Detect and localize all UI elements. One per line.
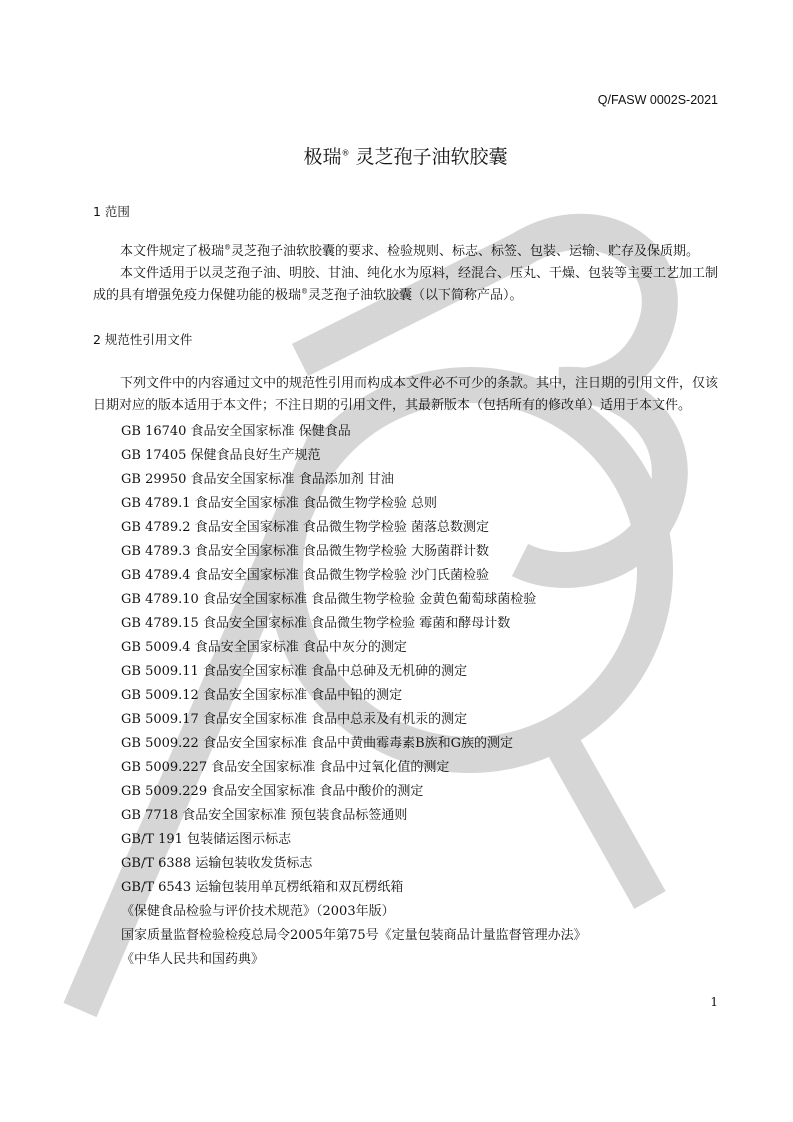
reference-item: GB 4789.3 食品安全国家标准 食品微生物学检验 大肠菌群计数 xyxy=(121,544,489,559)
section-2-heading: 2 规范性引用文件 xyxy=(93,332,193,347)
reference-item: GB 5009.227 食品安全国家标准 食品中过氧化值的测定 xyxy=(121,760,450,775)
text: 灵芝孢子油软胶囊的要求、检验规则、标志、标签、包装、运输、贮存及保质期。 xyxy=(231,244,700,259)
reference-item: GB 17405 保健食品良好生产规范 xyxy=(121,448,321,463)
reference-item: GB 5009.12 食品安全国家标准 食品中铅的测定 xyxy=(121,688,403,703)
reference-item: GB 5009.17 食品安全国家标准 食品中总汞及有机汞的测定 xyxy=(121,712,468,727)
reference-item: 国家质量监督检验检疫总局令2005年第75号《定量包装商品计量监督管理办法》 xyxy=(121,928,587,943)
reference-item: GB 4789.10 食品安全国家标准 食品微生物学检验 金黄色葡萄球菌检验 xyxy=(121,592,537,607)
reference-item: GB 4789.1 食品安全国家标准 食品微生物学检验 总则 xyxy=(121,496,437,511)
text: 灵芝孢子油软胶囊（以下简称产品）。 xyxy=(308,288,523,303)
registered-mark: ® xyxy=(341,148,350,158)
reference-item: GB 5009.11 食品安全国家标准 食品中总砷及无机砷的测定 xyxy=(121,664,468,679)
reference-item: GB 5009.229 食品安全国家标准 食品中酸价的测定 xyxy=(121,784,424,799)
reference-item: GB 4789.4 食品安全国家标准 食品微生物学检验 沙门氏菌检验 xyxy=(121,568,489,583)
reference-item: GB/T 6388 运输包装收发货标志 xyxy=(121,856,313,871)
reference-item: GB 4789.2 食品安全国家标准 食品微生物学检验 菌落总数测定 xyxy=(121,520,489,535)
text: 本文件适用于以灵芝孢子油、明胶、甘油、纯化水为原料，经混合、压丸、干燥、包装等主要工艺加工制成的具有增强免疫力保健功能的极瑞 xyxy=(93,266,719,303)
document-number: Q/FASW 0002S-2021 xyxy=(597,93,718,107)
reference-item: GB 4789.15 食品安全国家标准 食品微生物学检验 霉菌和酵母计数 xyxy=(121,616,511,631)
scope-paragraph-1 xyxy=(93,241,718,263)
reference-item: 《中华人民共和国药典》 xyxy=(121,952,265,967)
reference-item: GB 5009.22 食品安全国家标准 食品中黄曲霉毒素B族和G族的测定 xyxy=(121,736,514,751)
document-page xyxy=(93,0,718,1040)
reference-item: GB 16740 食品安全国家标准 保健食品 xyxy=(121,424,351,439)
references-intro: 下列文件中的内容通过文中的规范性引用而构成本文件必不可少的条款。其中，注日期的引用文件，仅该日期对应的版本适用于本文件；不注日期的引用文件，其最新版本（包括所有的修改单）适用于本文件。 xyxy=(93,376,719,413)
title-brand: 极瑞 xyxy=(303,146,342,168)
reference-item: GB 7718 食品安全国家标准 预包装食品标签通则 xyxy=(121,808,408,823)
reference-item: GB 29950 食品安全国家标准 食品添加剂 甘油 xyxy=(121,472,394,487)
reference-item: GB 5009.4 食品安全国家标准 食品中灰分的测定 xyxy=(121,640,407,655)
title-product: 灵芝孢子油软胶囊 xyxy=(355,146,508,168)
text: 本文件规定了极瑞 xyxy=(120,244,225,259)
reference-item: GB/T 191 包装储运图示标志 xyxy=(121,832,292,847)
section-1-heading: 1 范围 xyxy=(93,204,130,219)
reference-list xyxy=(93,420,718,972)
registered-mark: ® xyxy=(224,243,232,252)
reference-item: GB/T 6543 运输包装用单瓦楞纸箱和双瓦楞纸箱 xyxy=(121,880,404,895)
reference-item: 《保健食品检验与评价技术规范》（2003年版） xyxy=(121,904,395,919)
registered-mark: ® xyxy=(301,287,309,296)
document-title xyxy=(93,144,718,170)
scope-paragraph-2 xyxy=(93,263,718,307)
page-number: 1 xyxy=(710,995,718,1009)
